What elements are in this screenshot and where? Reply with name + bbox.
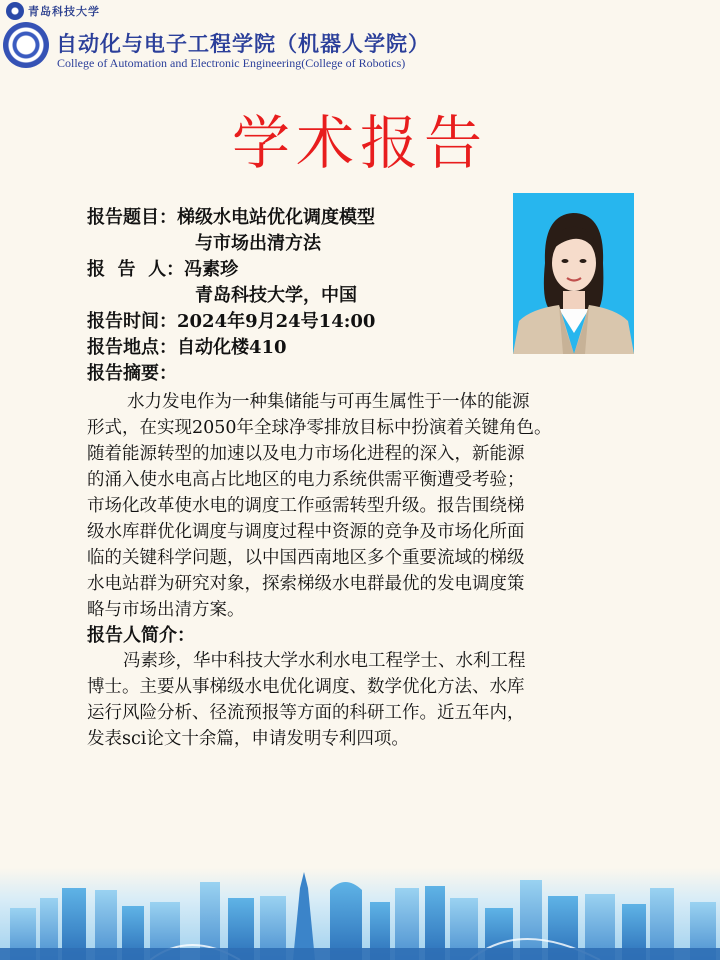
header: [0, 0, 720, 80]
city-skyline-banner: [0, 868, 720, 960]
bio-text: [87, 648, 647, 752]
speaker-photo: [513, 193, 634, 354]
speaker-label: 报 告 人：: [87, 259, 185, 280]
bio-line: 运行风险分析、径流预报等方面的科研工作。近五年内，: [87, 703, 525, 723]
affiliation-row: [87, 283, 375, 309]
abstract-line: 水电站群为研究对象，探索梯级水电群最优的发电调度策: [87, 574, 525, 594]
abstract-label: 报告摘要：: [87, 363, 177, 384]
bio-label: 报告人简介：: [87, 625, 195, 646]
university-seal-small-icon: [6, 2, 24, 20]
university-name: 青岛科技大学: [28, 5, 100, 18]
speaker-row: [87, 257, 375, 283]
abstract-line: 略与市场出清方案。: [87, 600, 245, 620]
topic-row: [87, 205, 375, 231]
abstract-line: 随着能源转型的加速以及电力市场化进程的深入，新能源: [87, 444, 525, 464]
place-value: 自动化楼410: [177, 337, 287, 358]
skyline-icon: [0, 868, 720, 960]
topic-label: 报告题目：: [87, 207, 177, 228]
time-value: 2024年9月24号14:00: [177, 311, 376, 332]
abstract-line: 的涌入使水电高占比地区的电力系统供需平衡遭受考验；: [87, 470, 525, 490]
topic-line-1: 梯级水电站优化调度模型: [177, 207, 375, 228]
college-name-cn: 自动化与电子工程学院（机器人学院）: [56, 32, 430, 56]
place-label: 报告地点：: [87, 337, 177, 358]
speaker-affiliation: 青岛科技大学，中国: [195, 285, 357, 306]
university-seal-icon: [3, 22, 49, 68]
abstract-line: 市场化改革使水电的调度工作亟需转型升级。报告围绕梯: [87, 496, 525, 516]
topic-row-2: [87, 231, 375, 257]
bio-line: 发表sci论文十余篇，申请发明专利四项。: [87, 729, 409, 749]
speaker-portrait-icon: [513, 193, 634, 354]
abstract-label-row: [87, 361, 375, 387]
abstract-text: [87, 389, 647, 623]
abstract-line: 水力发电作为一种集储能与可再生属性于一体的能源: [127, 392, 530, 412]
time-label: 报告时间：: [87, 311, 177, 332]
report-info: [87, 205, 375, 387]
college-name-en: College of Automation and Electronic Engineering(College of Robotics): [57, 56, 406, 70]
abstract-line: 形式，在实现2050年全球净零排放目标中扮演着关键角色。: [87, 418, 552, 438]
abstract-line: 临的关键科学问题，以中国西南地区多个重要流域的梯级: [87, 548, 525, 568]
speaker-name: 冯素珍: [184, 259, 239, 280]
abstract-line: 级水库群优化调度与调度过程中资源的竞争及市场化所面: [87, 522, 525, 542]
bio-line: 博士。主要从事梯级水电优化调度、数学优化方法、水库: [87, 677, 525, 697]
bio-line: 冯素珍，华中科技大学水利水电工程学士、水利工程: [123, 651, 526, 671]
place-row: [87, 335, 375, 361]
time-row: [87, 309, 375, 335]
topic-line-2: 与市场出清方法: [195, 233, 321, 254]
page-title: 学术报告: [231, 109, 488, 177]
